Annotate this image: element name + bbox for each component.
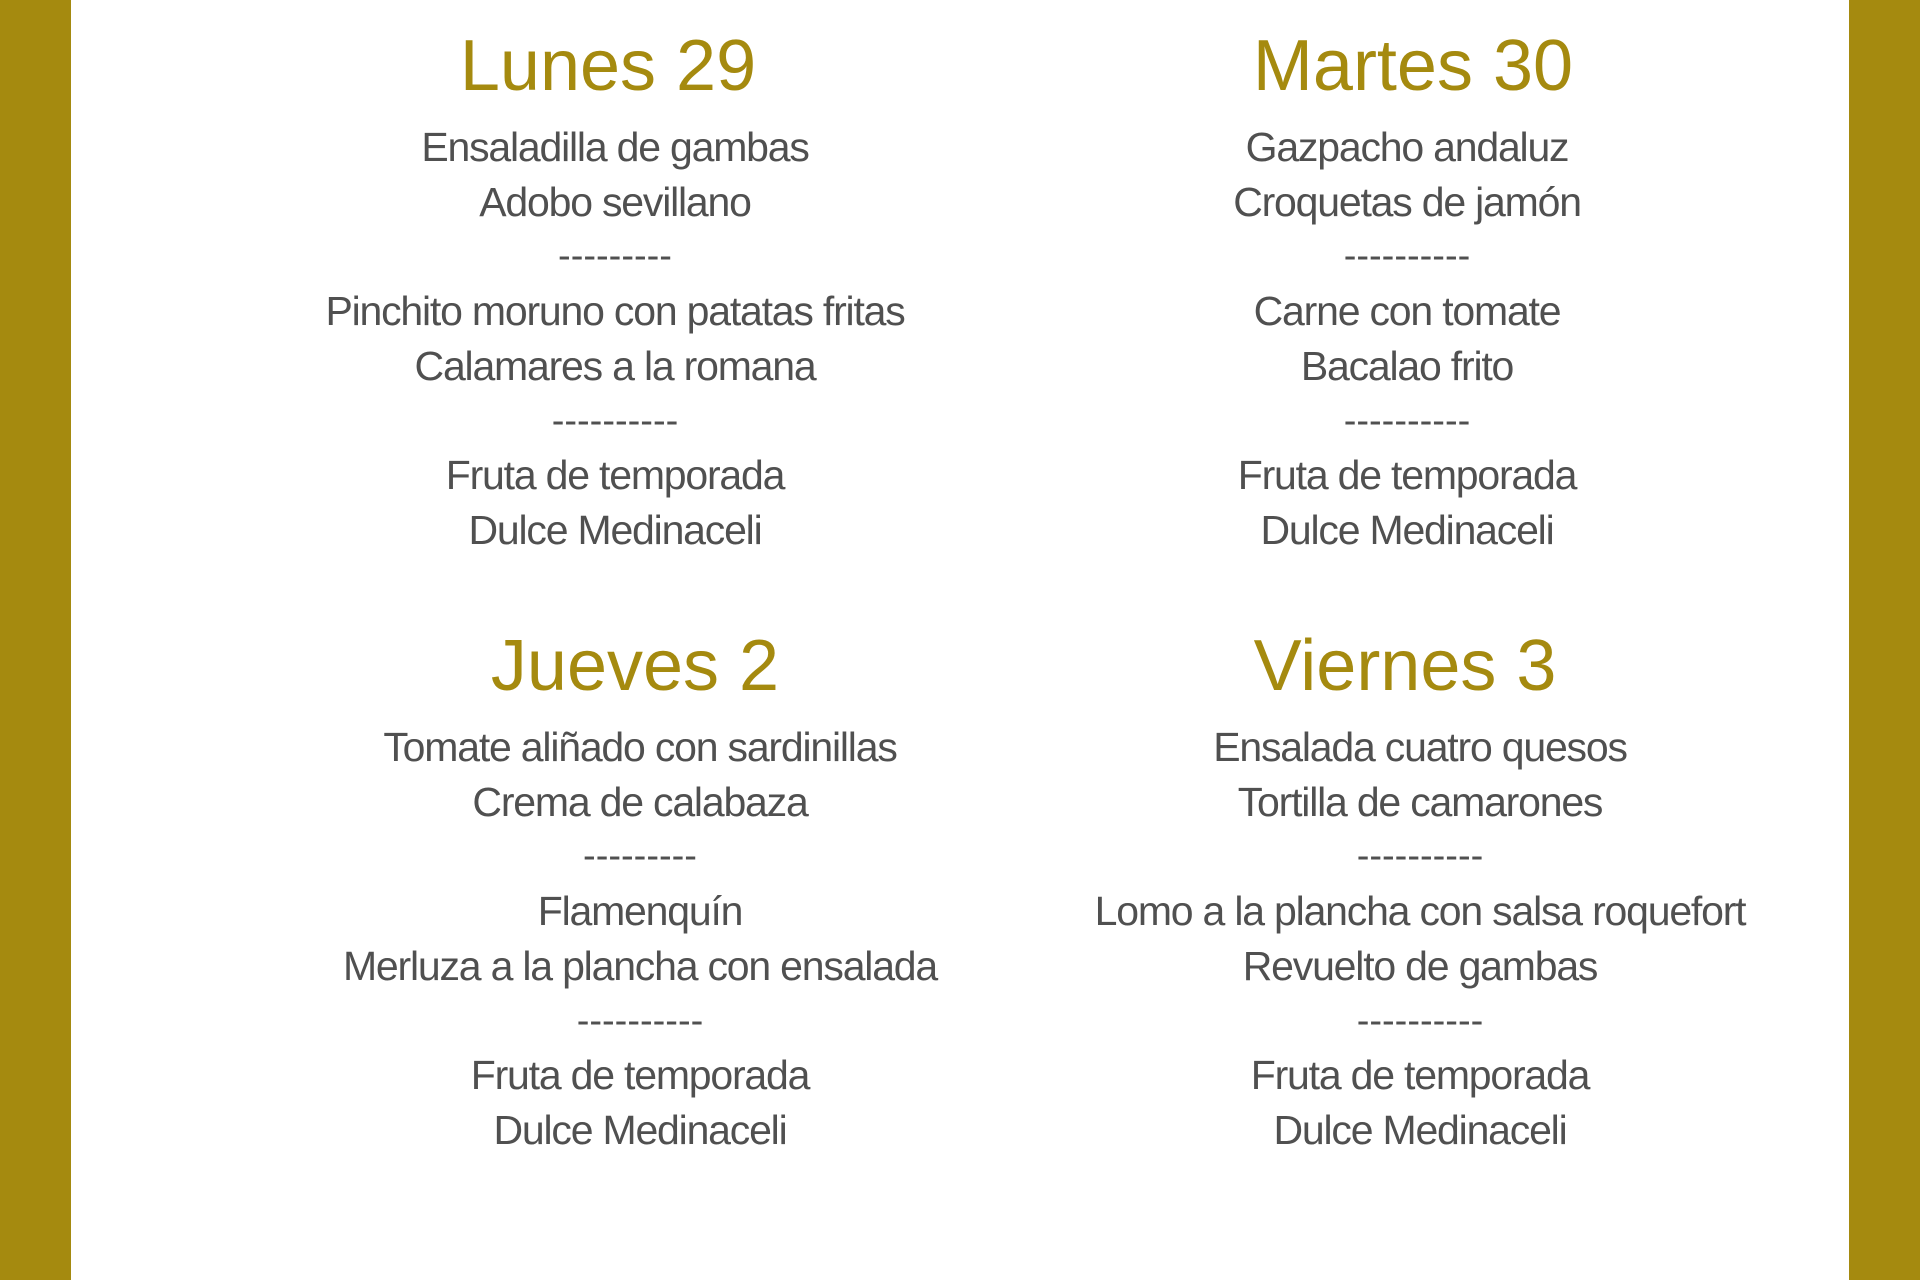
dish-line: Fruta de temporada — [445, 452, 785, 499]
dish-line: Gazpacho andaluz — [1245, 124, 1569, 170]
dish-line: Dulce Medinaceli — [468, 506, 762, 553]
dish-line: Lomo a la plancha con salsa roquefort — [1094, 888, 1746, 935]
dish-line: Merluza a la plancha con ensalada — [342, 942, 938, 989]
dish-line: Carne con tomate — [1253, 288, 1561, 335]
dish-line: Flamenquín — [537, 888, 743, 935]
dish-line: Fruta de temporada — [1237, 452, 1577, 499]
dish-line: Crema de calabaza — [472, 778, 808, 825]
course-separator: ---------- — [1343, 235, 1471, 278]
day-menu-martes — [1022, 26, 1792, 558]
dish-line: Calamares a la romana — [414, 342, 816, 389]
course-separator: --------- — [583, 835, 697, 878]
dish-line: Croquetas de jamón — [1233, 178, 1581, 225]
course-separator: ---------- — [576, 999, 704, 1042]
day-menu-jueves — [255, 626, 1025, 1158]
course-separator: ---------- — [551, 399, 679, 442]
dish-line: Dulce Medinaceli — [493, 1106, 787, 1153]
day-title: Jueves 2 — [490, 626, 780, 706]
dish-line: Tortilla de camarones — [1237, 778, 1603, 825]
day-title: Viernes 3 — [1253, 626, 1557, 706]
dish-line: Pinchito moruno con patatas fritas — [325, 288, 905, 335]
dish-line: Adobo sevillano — [479, 178, 751, 225]
course-separator: ---------- — [1356, 835, 1484, 878]
menu-page — [71, 0, 1849, 1280]
course-separator: ---------- — [1356, 999, 1484, 1042]
dish-line: Revuelto de gambas — [1242, 942, 1598, 989]
dish-line: Fruta de temporada — [470, 1052, 810, 1099]
dish-line: Ensaladilla de gambas — [421, 124, 809, 170]
dish-line: Tomate aliñado con sardinillas — [383, 724, 897, 770]
day-menu-viernes — [1035, 626, 1805, 1158]
day-title: Martes 30 — [1252, 26, 1574, 106]
course-separator: --------- — [558, 235, 672, 278]
dish-line: Dulce Medinaceli — [1273, 1106, 1567, 1153]
day-menu-lunes — [230, 26, 1000, 558]
dish-line: Ensalada cuatro quesos — [1213, 724, 1627, 770]
dish-line: Bacalao frito — [1300, 342, 1514, 389]
course-separator: ---------- — [1343, 399, 1471, 442]
dish-line: Fruta de temporada — [1250, 1052, 1590, 1099]
day-title: Lunes 29 — [459, 26, 757, 106]
dish-line: Dulce Medinaceli — [1260, 506, 1554, 553]
